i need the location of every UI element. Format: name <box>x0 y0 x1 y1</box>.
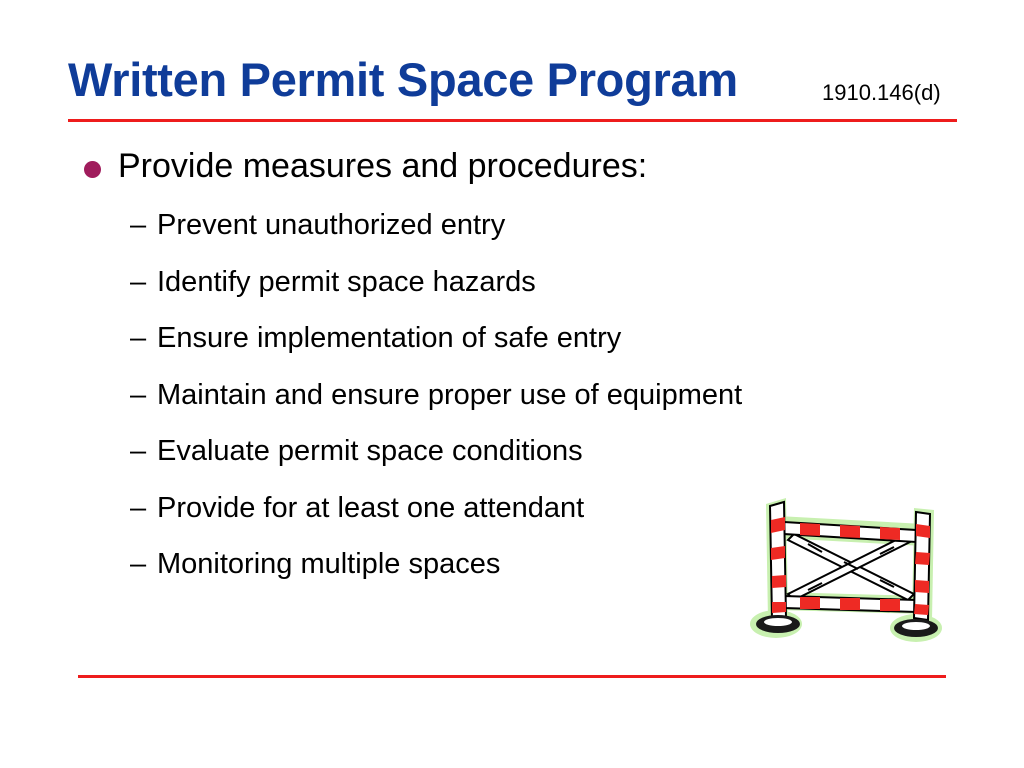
sub-bullet-text: Identify permit space hazards <box>157 265 536 298</box>
bottom-divider <box>78 675 946 678</box>
sub-bullet-item <box>130 548 742 605</box>
bullet-dot <box>84 161 101 178</box>
sub-bullet-text: Provide for at least one attendant <box>157 491 585 524</box>
slide-title: Written Permit Space Program <box>68 53 738 106</box>
sub-bullet-item <box>130 379 742 436</box>
sub-bullet-text: Ensure implementation of safe entry <box>157 322 622 354</box>
sub-bullet-item <box>130 209 742 266</box>
sub-bullet-item <box>130 322 742 379</box>
sub-bullet-text: Prevent unauthorized entry <box>157 209 506 241</box>
sub-bullet-list <box>130 209 742 605</box>
dash-marker: – <box>130 548 147 580</box>
sub-bullet-item <box>130 435 742 492</box>
sub-bullet-text: Evaluate permit space conditions <box>157 435 583 467</box>
main-bullet-text: Provide measures and procedures: <box>118 147 648 185</box>
barricade-icon <box>748 496 948 646</box>
regulation-reference: 1910.146(d) <box>822 80 941 105</box>
sub-bullet-text: Monitoring multiple spaces <box>157 548 501 580</box>
dash-marker: – <box>130 322 147 354</box>
dash-marker: – <box>130 491 147 524</box>
dash-marker: – <box>130 378 147 411</box>
sub-bullet-text: Maintain and ensure proper use of equipment <box>157 378 743 411</box>
dash-marker: – <box>130 265 147 298</box>
sub-bullet-item <box>130 266 742 323</box>
dash-marker: – <box>130 435 147 467</box>
dash-marker: – <box>130 209 147 241</box>
sub-bullet-item <box>130 492 742 549</box>
top-divider <box>68 119 957 122</box>
